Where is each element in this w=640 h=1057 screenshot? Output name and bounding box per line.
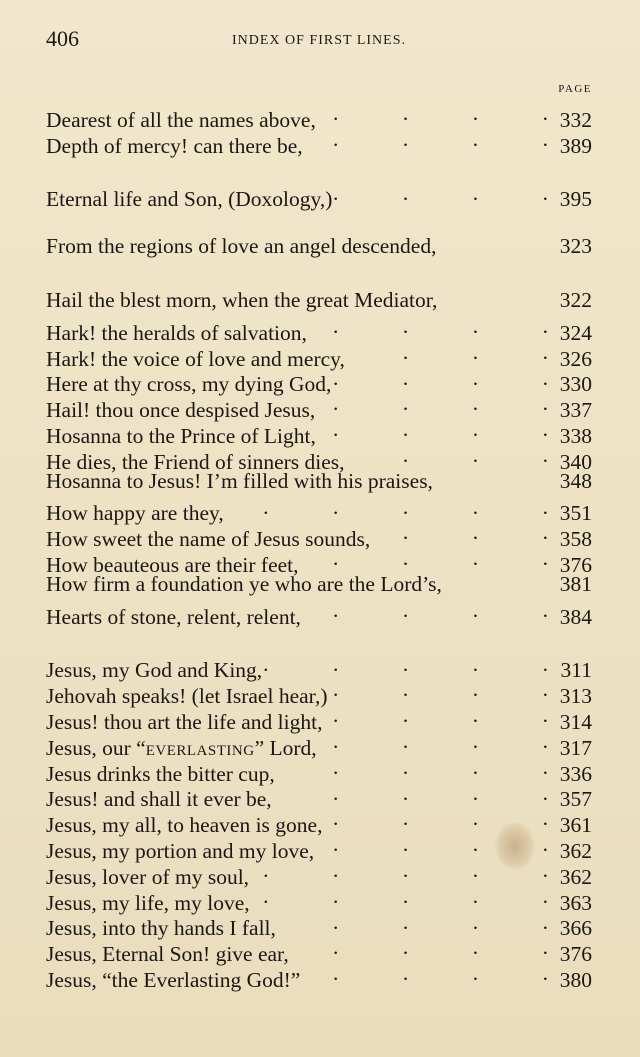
first-line-text: Eternal life and Son, (Doxology,) <box>46 187 333 212</box>
first-line-text: Jesus, my life, my love, <box>46 890 250 915</box>
dot-leader <box>276 910 552 936</box>
dot-leader <box>303 127 552 153</box>
first-line-text: Jesus, my portion and my love, <box>46 838 315 863</box>
page-reference: 337 <box>559 398 592 423</box>
first-line-text: Jesus, into thy hands I fall, <box>46 916 276 941</box>
index-entry <box>46 572 592 598</box>
dot-leader <box>331 366 552 392</box>
index-entries <box>46 101 592 992</box>
first-line-text: From the regions of love an angel descended, <box>46 234 437 259</box>
first-line-text: Depth of mercy! can there be, <box>46 133 303 158</box>
first-line-text: Jesus! thou art the life and light, <box>46 709 323 734</box>
first-line-text: Hark! the voice of love and mercy, <box>46 346 345 371</box>
page-reference: 395 <box>559 187 592 212</box>
group-spacer <box>46 260 592 288</box>
dot-leader <box>315 391 552 417</box>
first-line-text: Jesus, “the Everlasting God!” <box>46 967 301 992</box>
page-reference: 380 <box>559 967 592 992</box>
dot-leader <box>322 806 552 832</box>
first-line-text: Jehovah speaks! (let Israel hear,) <box>46 684 328 709</box>
index-entry <box>46 469 592 495</box>
dot-leader <box>307 314 552 340</box>
first-line-text: Jesus, my all, to heaven is gone, <box>46 813 323 838</box>
first-line-text: Hail! thou once despised Jesus, <box>46 398 316 423</box>
first-line-text: How firm a foundation ye who are the Lord’s, <box>46 571 442 596</box>
first-line-text: Dearest of all the names above, <box>46 107 316 132</box>
page-reference: 366 <box>559 916 592 941</box>
page-reference: 322 <box>559 288 592 313</box>
first-line-text: How happy are they, <box>46 501 224 526</box>
first-line-text: Jesus, lover of my soul, <box>46 864 250 889</box>
page-reference: 311 <box>560 658 592 683</box>
dot-leader <box>300 961 552 987</box>
first-line-text: Hosanna to Jesus! I’m filled with his praises, <box>46 468 433 493</box>
page-reference: 376 <box>559 942 592 967</box>
first-line-text-part: ” Lord, <box>254 735 317 760</box>
page-reference: 362 <box>559 838 592 863</box>
dot-leader <box>316 417 552 443</box>
first-line-text: How beauteous are their feet, <box>46 552 299 577</box>
first-line-text: Hearts of stone, relent, relent, <box>46 604 301 629</box>
dot-leader <box>249 858 552 884</box>
index-entry <box>46 234 592 260</box>
page-reference: 376 <box>559 552 592 577</box>
page-reference: 348 <box>559 468 592 493</box>
page-reference: 358 <box>559 527 592 552</box>
first-line-text: Hark! the heralds of salvation, <box>46 320 307 345</box>
page-reference: 324 <box>559 320 592 345</box>
index-entry <box>46 314 592 345</box>
page-reference: 336 <box>559 761 592 786</box>
first-line-text: Here at thy cross, my dying God, <box>46 372 332 397</box>
dot-leader <box>250 884 552 910</box>
dot-leader <box>316 101 552 127</box>
page-reference: 326 <box>559 346 592 371</box>
page-reference: 381 <box>559 571 592 596</box>
page-reference: 389 <box>559 133 592 158</box>
dot-leader <box>345 443 552 469</box>
page-reference: 338 <box>559 423 592 448</box>
page-number: 406 <box>46 26 79 51</box>
dot-leader <box>322 703 552 729</box>
dot-leader <box>275 755 552 781</box>
first-line-text: Jesus! and shall it ever be, <box>46 787 272 812</box>
page-reference: 313 <box>559 684 592 709</box>
page-header <box>46 26 592 66</box>
first-line-text-part: Jesus, our “ <box>46 735 146 760</box>
first-line-text: Jesus drinks the bitter cup, <box>46 761 275 786</box>
page-reference: 340 <box>559 449 592 474</box>
dot-leader <box>345 340 552 366</box>
dot-leader <box>272 781 552 807</box>
index-entry <box>46 652 592 683</box>
page-reference: 314 <box>559 709 592 734</box>
index-entry <box>46 598 592 629</box>
running-title: INDEX OF FIRST LINES. <box>232 33 406 48</box>
index-entry <box>46 288 592 314</box>
dot-leader <box>328 677 553 703</box>
dot-leader <box>317 729 552 755</box>
page-reference: 323 <box>559 234 592 259</box>
first-line-text: Jesus, Eternal Son! give ear, <box>46 942 289 967</box>
first-line-text: How sweet the name of Jesus sounds, <box>46 527 371 552</box>
page-reference: 361 <box>559 813 592 838</box>
dot-leader <box>299 546 552 572</box>
page-reference: 363 <box>559 890 592 915</box>
dot-leader <box>301 598 552 624</box>
index-entry <box>46 181 592 212</box>
first-line-text: Hosanna to the Prince of Light, <box>46 423 316 448</box>
page-reference: 330 <box>559 372 592 397</box>
first-line-text: He dies, the Friend of sinners dies, <box>46 449 345 474</box>
index-entry <box>46 101 592 132</box>
page-reference: 317 <box>559 735 592 760</box>
dot-leader <box>370 520 552 546</box>
first-line-small-caps: everlasting <box>145 735 255 760</box>
page-reference: 332 <box>559 107 592 132</box>
dot-leader <box>332 181 552 207</box>
page-reference: 357 <box>559 787 592 812</box>
first-line-text: Hail the blest morn, when the great Mediator, <box>46 288 438 313</box>
page-reference: 362 <box>559 864 592 889</box>
index-entry <box>46 495 592 526</box>
page-reference: 384 <box>559 604 592 629</box>
page-reference: 351 <box>559 501 592 526</box>
dot-leader <box>289 935 552 961</box>
dot-leader <box>224 495 552 521</box>
dot-leader <box>314 832 552 858</box>
dot-leader <box>262 652 552 678</box>
first-line-text: Jesus, my God and King, <box>46 658 263 683</box>
page-column-heading: PAGE <box>558 83 592 95</box>
